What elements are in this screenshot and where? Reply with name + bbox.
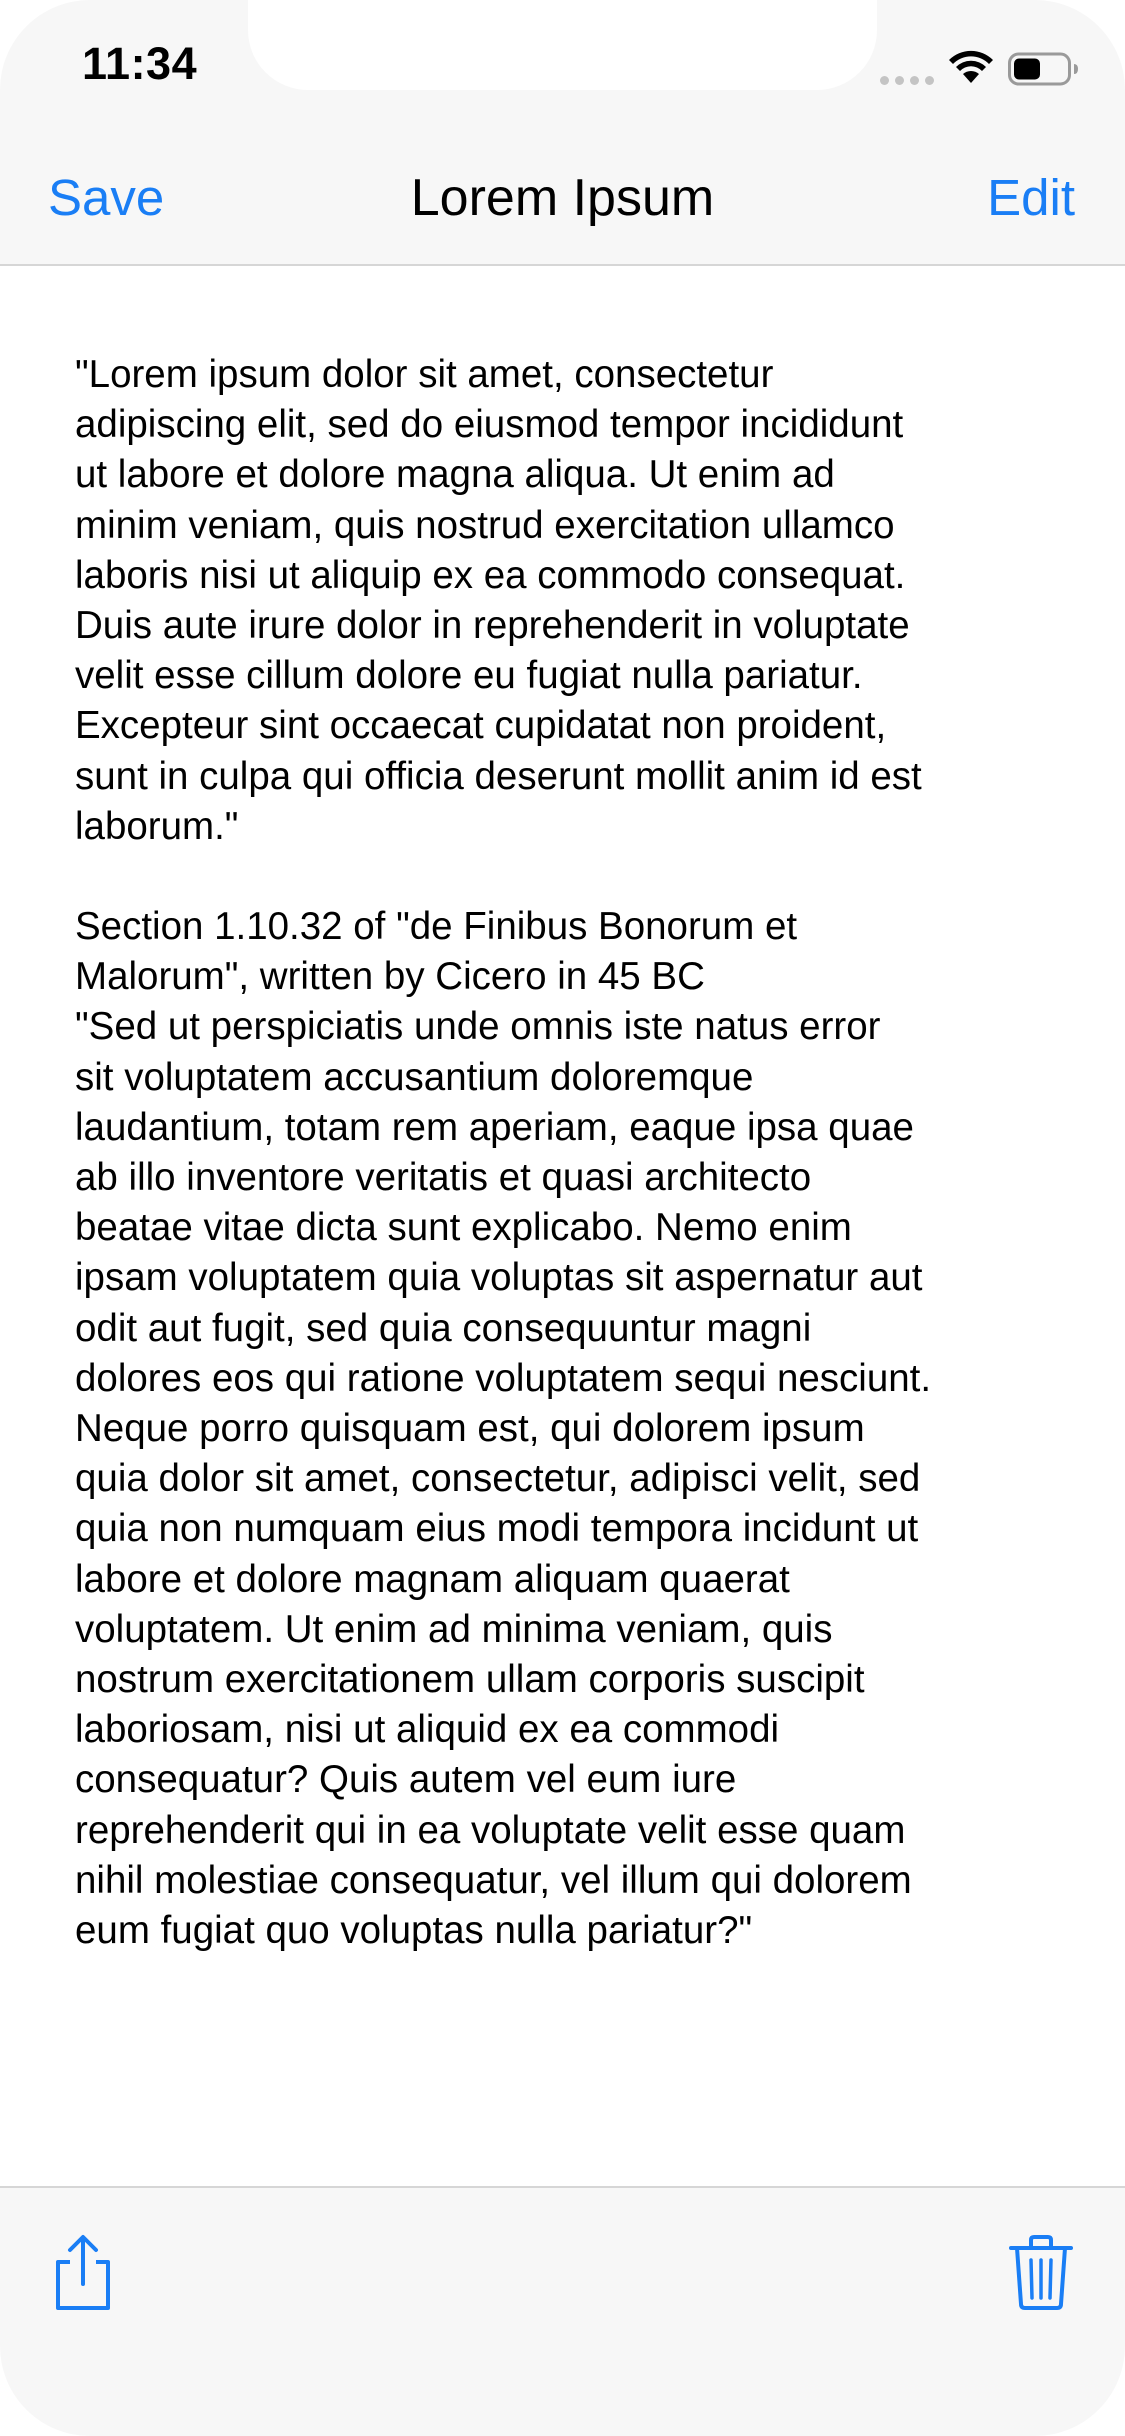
save-button[interactable]: Save (48, 169, 165, 226)
paragraph-spacer (75, 852, 1065, 902)
trash-icon (1005, 2232, 1077, 2312)
navigation-bar (0, 132, 1125, 266)
status-bar (0, 0, 1125, 132)
paragraph-lorem: "Lorem ipsum dolor sit amet, consectetur adipiscing elit, sed do eiusmod tempor incididunt ut labore et dolore magna aliqua. Ut enim ad minim veniam, quis nostrud exercitation ullamco laboris nisi ut aliquip ex ea commodo consequat. Duis aute irure dolor in reprehenderit in voluptate velit esse cillum dolore eu fugiat nulla pariatur. Excepteur sint occaecat cupidatat non proident, sunt in culpa qui officia deserunt mollit anim id est laborum." (75, 353, 922, 848)
paragraph-section: Section 1.10.32 of "de Finibus Bonorum et Malorum", written by Cicero in 45 BC "Sed ut perspiciatis unde omnis iste natus error sit voluptatem accusantium doloremque laudantium, totam rem aperiam, eaque ipsa quae ab illo inventore veritatis et quasi architecto beatae vitae dicta sunt explicabo. Nemo enim ipsam voluptatem quia voluptas sit aspernatur aut odit aut fugit, sed quia consequuntur magni dolores eos qui ratione voluptatem sequi nesciunt. Neque porro quisquam est, qui dolorem ipsum quia dolor sit amet, consectetur, adipisci velit, sed quia non numquam eius modi tempora incidunt ut labore et dolore magnam aliquam quaerat voluptatem. Ut enim ad minima veniam, quis nostrum exercitationem ullam corporis suscipit laboriosam, nisi ut aliquid ex ea commodi consequatur? Quis autem vel eum iure reprehenderit qui in ea voluptate velit esse quam nihil molestiae consequatur, vel illum qui dolorem eum fugiat quo voluptas nulla pariatur?" (75, 905, 932, 1953)
cellular-signal-icon (880, 76, 934, 85)
status-time: 11:34 (82, 38, 198, 89)
page-title: Lorem Ipsum (410, 169, 715, 227)
share-icon (46, 2232, 118, 2312)
share-button[interactable] (46, 2232, 118, 2312)
delete-button[interactable] (1005, 2232, 1077, 2312)
edit-button[interactable]: Edit (987, 169, 1075, 226)
battery-icon (1008, 52, 1080, 86)
text-content[interactable] (75, 350, 1065, 1956)
wifi-icon (948, 50, 994, 84)
device-notch (248, 0, 877, 90)
bottom-toolbar (0, 2186, 1125, 2436)
